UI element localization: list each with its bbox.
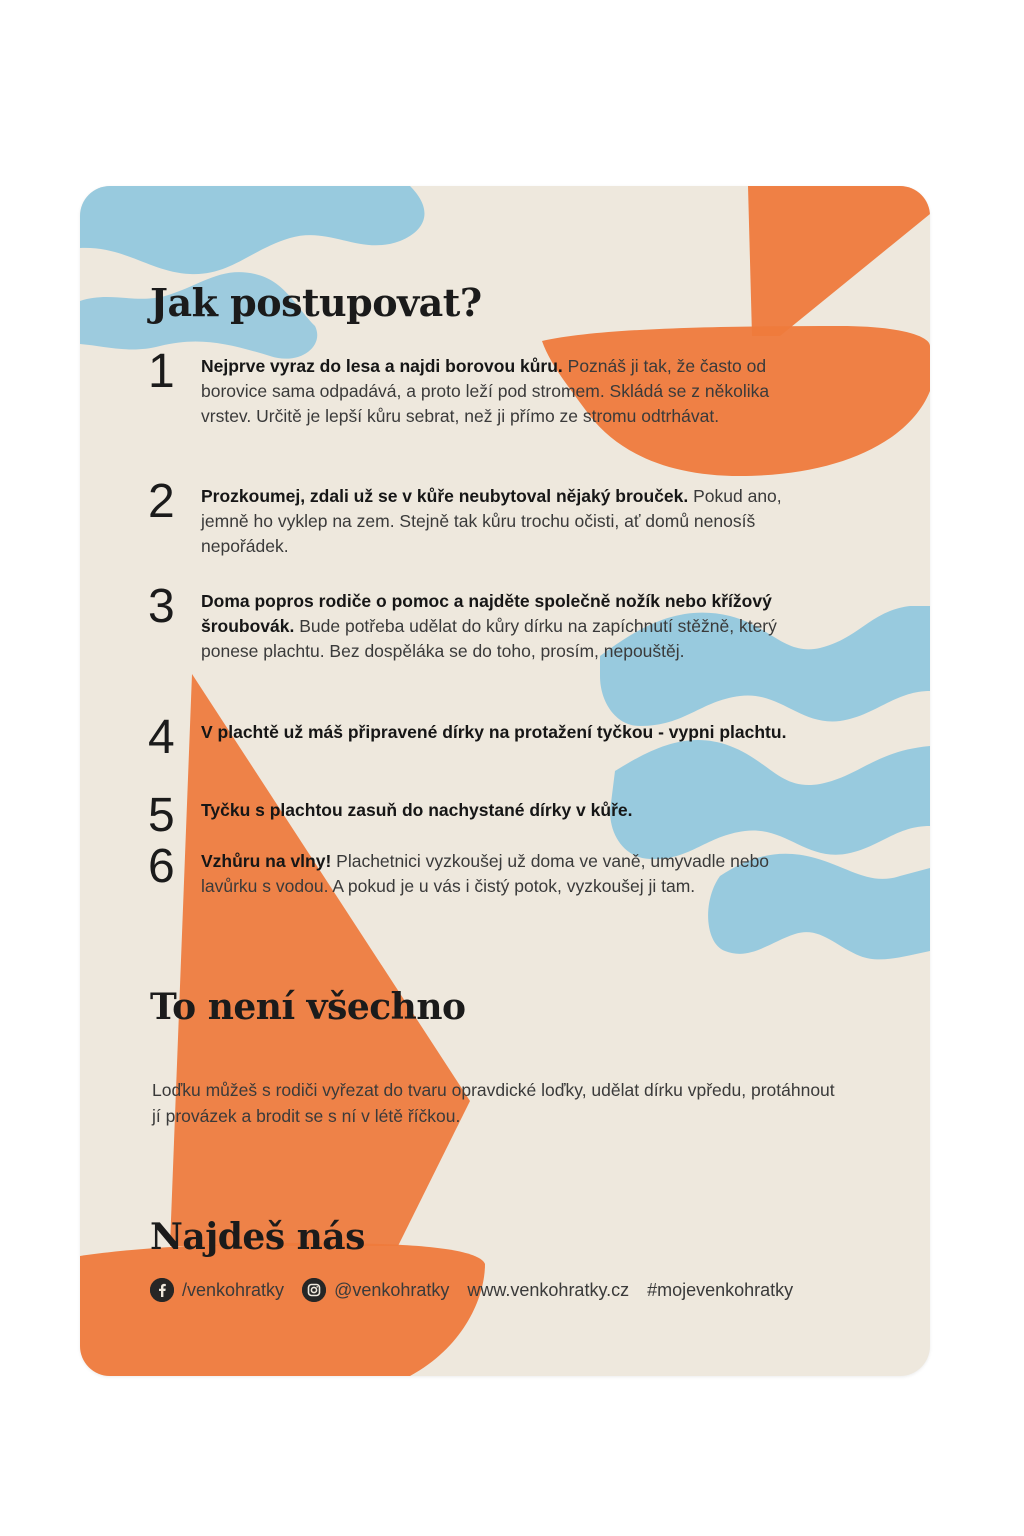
instagram-link[interactable] [302,1278,449,1302]
extra-title: To není všechno [150,986,466,1028]
extra-text: Loďku můžeš s rodiči vyřezat do tvaru opravdické loďky, udělat dírku vpředu, protáhnout jí provázek a brodit se s ní v létě říčkou. [152,1079,835,1126]
hashtag: #mojevenkohratky [647,1279,794,1300]
step-text [201,720,801,745]
step-text [201,354,801,429]
step-body: Bude potřeba udělat do kůry dírku na zapíchnutí stěžně, který ponese plachtu. Bez dospěláka se do toho, prosím, nepouštěj. [201,616,777,661]
step-number: 1 [148,345,175,398]
instruction-card [80,186,930,1376]
step-number: 4 [148,711,175,764]
contact-title: Najdeš nás [150,1216,365,1258]
facebook-link[interactable] [150,1278,284,1302]
social-links [150,1278,801,1302]
step-text [201,589,801,664]
step-text [201,798,801,823]
website-link[interactable]: www.venkohratky.cz [467,1279,630,1300]
step-number: 5 [148,789,175,842]
instagram-handle: @venkohratky [334,1279,450,1300]
step-body: Poznáš ji tak, že často od borovice sama odpadává, a proto leží pod stromem. Skládá se z několika vrstev. Určitě je lepší kůru sebrat, než ji přímo ze stromu odtrhávat. [201,356,770,426]
step-bold: Tyčku s plachtou zasuň do nachystané dírky v kůře. [201,800,633,820]
step-body: Pokud ano, jemně ho vyklep na zem. Stejně tak kůru trochu očisti, ať domů nenosíš nepořádek. [201,486,782,556]
step-bold: Nejprve vyraz do lesa a najdi borovou kůru. [201,356,563,376]
step-bold: Doma popros rodiče o pomoc a najděte společně nožík nebo křížový šroubovák. [201,591,772,636]
step-bold: Vzhůru na vlny! [201,851,332,871]
facebook-handle: /venkohratky [182,1279,285,1300]
step-body: Plachetnici vyzkoušej už doma ve vaně, umyvadle nebo lavůrku s vodou. A pokud je u vás i čistý potok, vyzkoušej ji tam. [201,851,770,896]
step-number: 3 [148,580,175,633]
instagram-icon [302,1278,326,1302]
step-bold: V plachtě už máš připravené dírky na protažení tyčkou - vypni plachtu. [201,722,787,742]
step-number: 2 [148,475,175,528]
step-text [201,484,801,559]
card-content [80,186,930,1376]
step-text [201,849,801,899]
step-bold: Prozkoumej, zdali už se v kůře neubytoval nějaký brouček. [201,486,689,506]
page-title: Jak postupovat? [150,280,482,325]
facebook-icon [150,1278,174,1302]
step-number: 6 [148,840,175,893]
